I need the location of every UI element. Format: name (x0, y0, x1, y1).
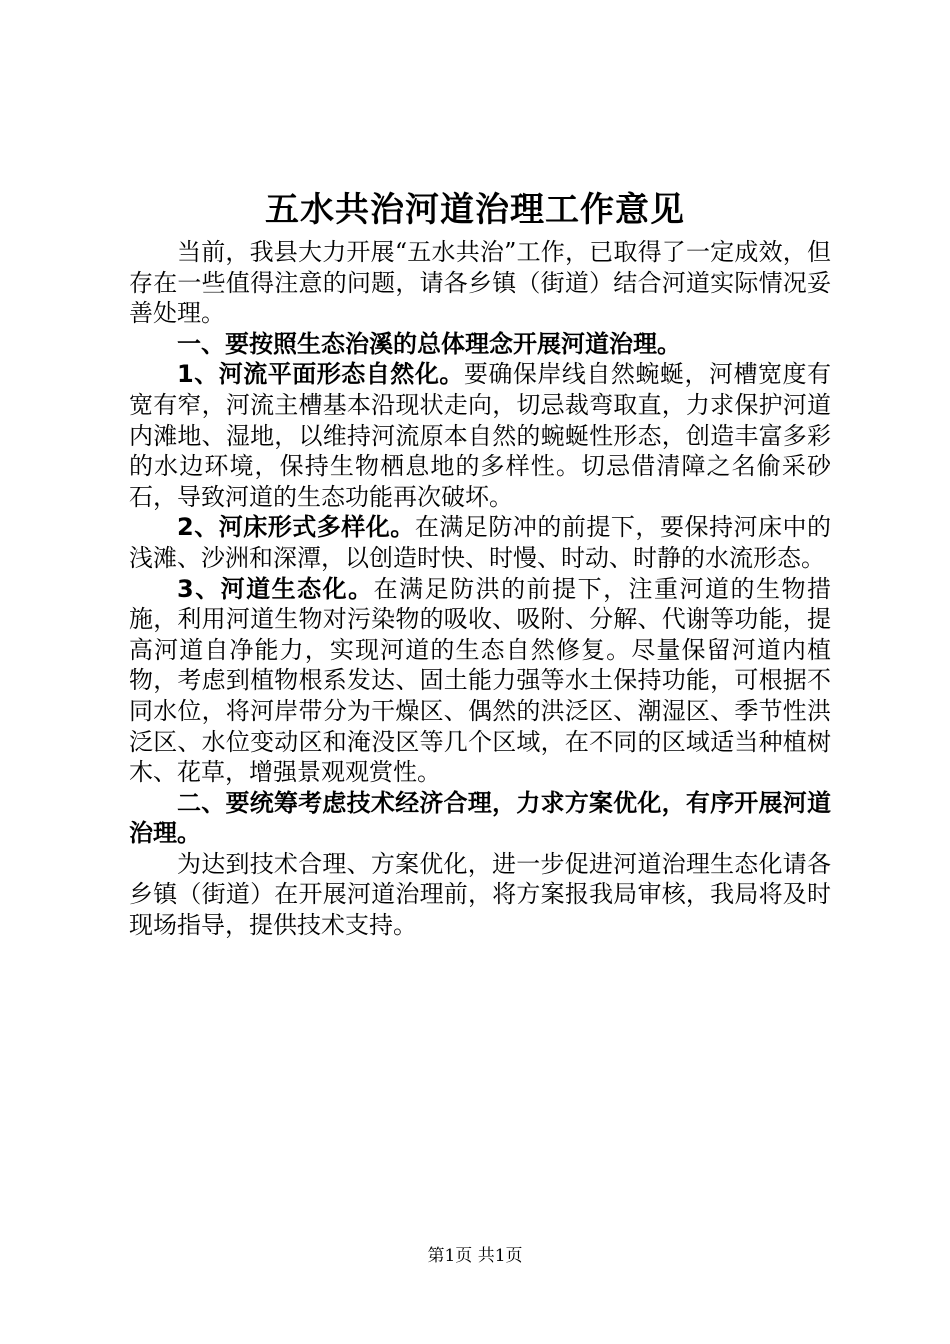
item-1-lead: 1、河流平面形态自然化。 (177, 360, 464, 389)
item-2-text: 在满足防冲的前提下，要保持河床中的浅滩、沙洲和深潭，以创造时快、时慢、时动、时静的水流形态。 (129, 513, 832, 572)
item-2-lead: 2、河床形式多样化。 (177, 513, 415, 542)
section-1-item-3 (129, 574, 831, 788)
page-footer: 第1页 共1页 (427, 1246, 523, 1266)
section-2-paragraph: 为达到技术合理、方案优化，进一步促进河道治理生态化请各乡镇（街道）在开展河道治理前，将方案报我局审核，我局将及时现场指导，提供技术支持。 (129, 849, 831, 940)
section-2-heading: 二、要统筹考虑技术经济合理，力求方案优化，有序开展河道治理。 (129, 788, 831, 848)
item-3-text: 在满足防洪的前提下，注重河道的生物措施，利用河道生物对污染物的吸收、吸附、分解、代谢等功能，提高河道自净能力，实现河道的生态自然修复。尽量保留河道内植物，考虑到植物根系发达、固土能力强等水土保持功能，可根据不同水位，将河岸带分为干燥区、偶然的洪泛区、潮湿区、季节性洪泛区、水位变动区和淹没区等几个区域，在不同的区域适当种植树木、花草，增强景观观赏性。 (129, 574, 832, 787)
section-1-heading: 一、要按照生态治溪的总体理念开展河道治理。 (177, 329, 681, 358)
section-1-item-1 (129, 359, 831, 512)
section-1-item-2 (129, 512, 831, 573)
document-body (129, 237, 831, 941)
intro-paragraph: 当前，我县大力开展“五水共治”工作，已取得了一定成效，但存在一些值得注意的问题，请各乡镇（街道）结合河道实际情况妥善处理。 (129, 238, 831, 328)
item-1-text: 要确保岸线自然蜿蜒，河槽宽度有宽有窄，河流主槽基本沿现状走向，切忌裁弯取直，力求保护河道内滩地、湿地，以维持河流原本自然的蜿蜒性形态，创造丰富多彩的水边环境，保持生物栖息地的多样性。切忌借清障之名偷采砂石，导致河道的生态功能再次破坏。 (129, 360, 832, 511)
item-3-lead: 3、河道生态化。 (177, 574, 374, 603)
document-title: 五水共治河道治理工作意见 (265, 190, 685, 230)
